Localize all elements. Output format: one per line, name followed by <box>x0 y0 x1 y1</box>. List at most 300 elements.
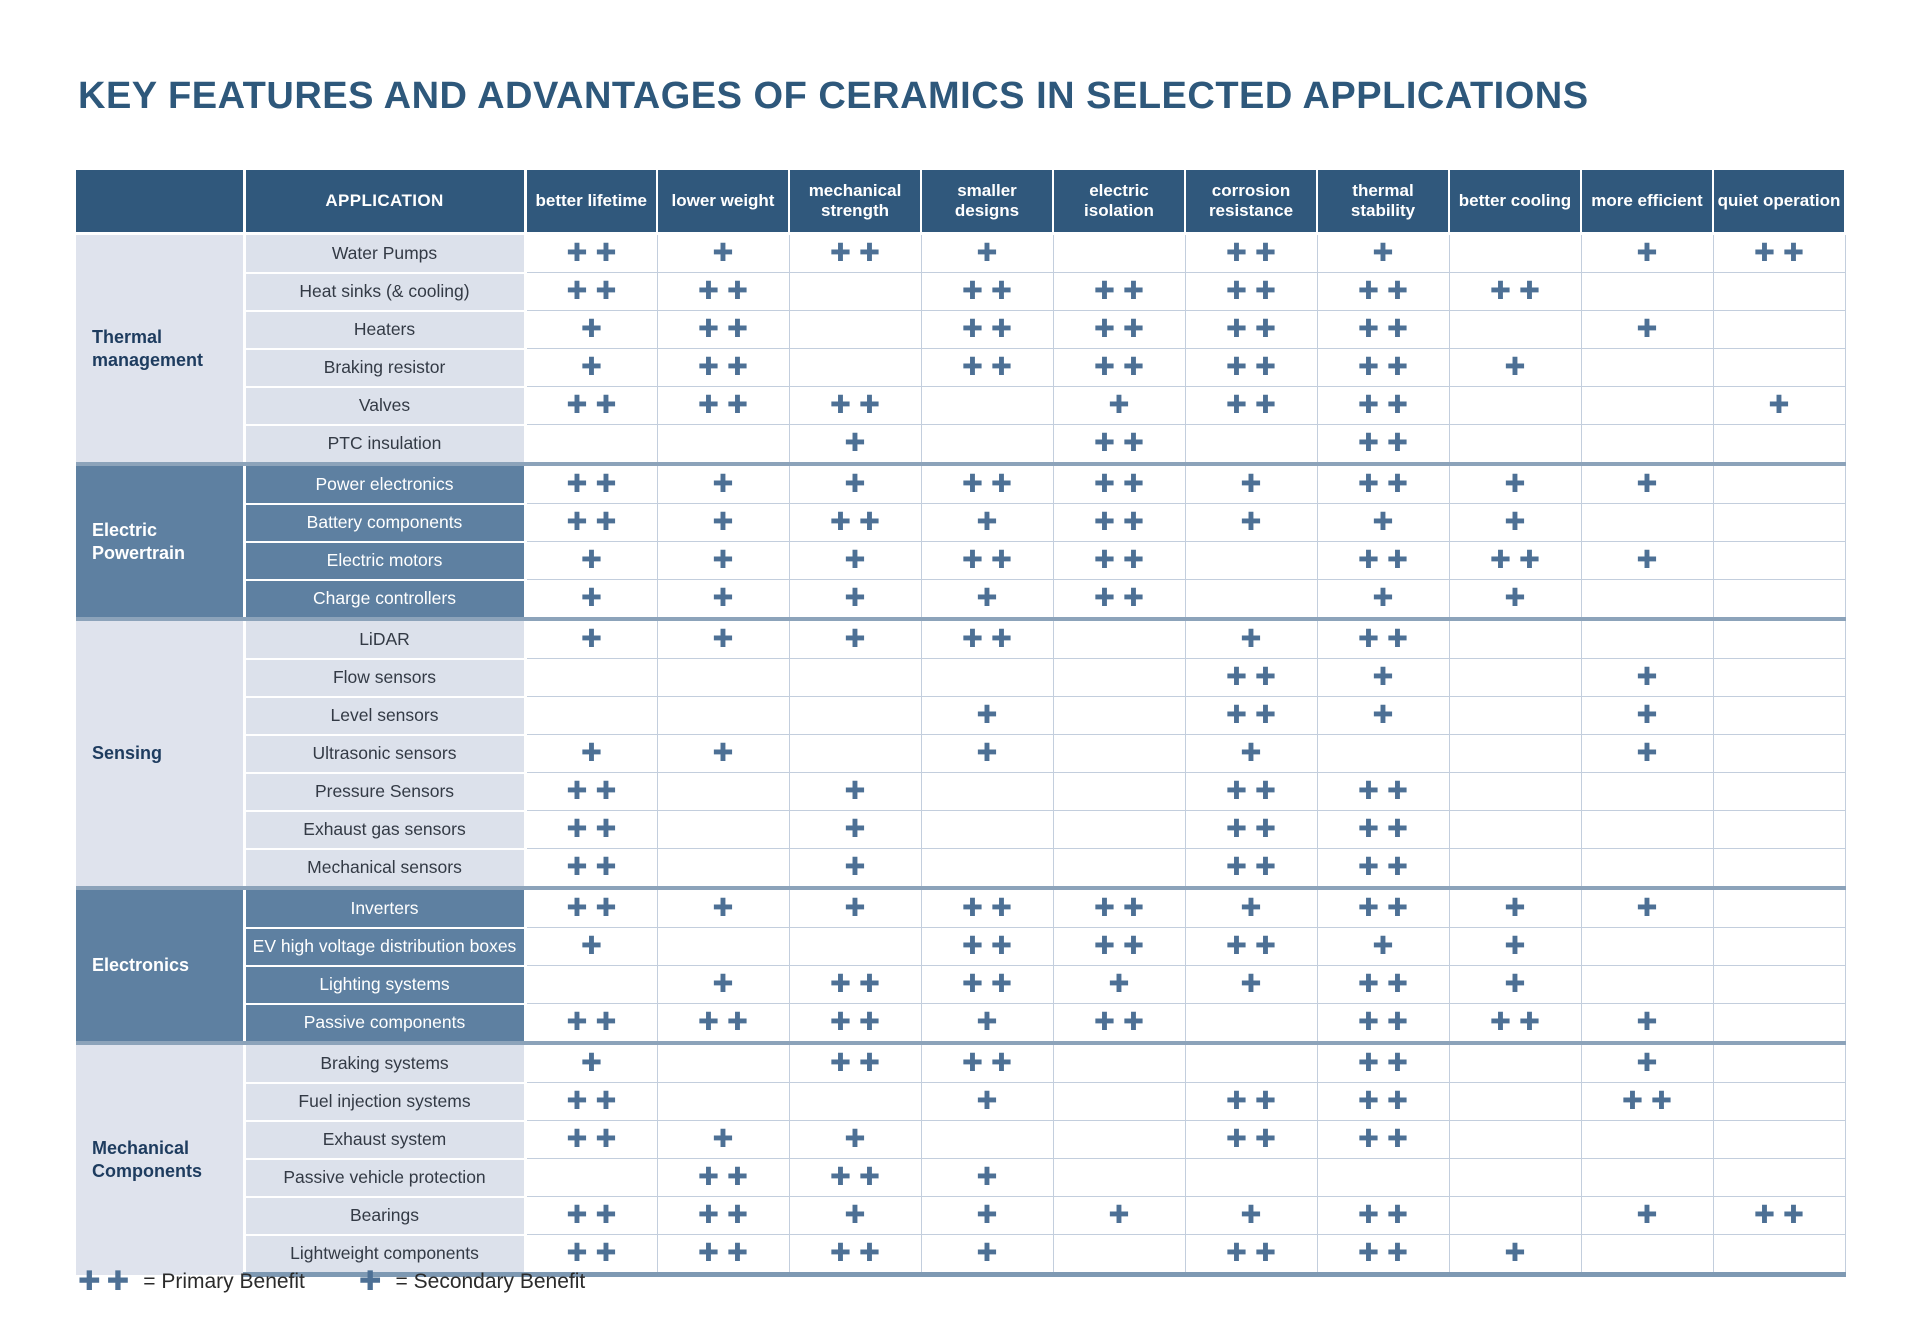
plus-icon: ✚ <box>1123 1008 1144 1036</box>
benefit-cell <box>657 273 789 311</box>
benefit-cell <box>1185 1121 1317 1159</box>
benefit-cell <box>921 1159 1053 1197</box>
benefit-cell <box>1053 619 1185 659</box>
benefit-cell <box>1317 849 1449 889</box>
plus-icon: ✚ <box>1123 470 1144 498</box>
benefit-cell <box>1581 234 1713 273</box>
feature-column-header: mechanical strength <box>789 170 921 234</box>
benefit-cell <box>657 849 789 889</box>
benefit-cell <box>1317 811 1449 849</box>
benefit-cell <box>1449 966 1581 1004</box>
plus-icon: ✚ <box>712 894 734 922</box>
plus-icon: ✚ <box>991 894 1012 922</box>
benefit-cell <box>1317 234 1449 273</box>
benefit-cell <box>1317 349 1449 387</box>
plus-icon: ✚ <box>581 353 602 381</box>
plus-icon: ✚ <box>1226 391 1247 419</box>
benefit-cell <box>1185 659 1317 697</box>
benefit-cell <box>1449 773 1581 811</box>
plus-icon: ✚ <box>1226 277 1247 305</box>
benefit-cell <box>921 888 1053 928</box>
benefit-cell <box>1317 273 1449 311</box>
plus-icon: ✚ <box>712 508 734 536</box>
plus-icon: ✚ <box>698 353 719 381</box>
table-row <box>76 349 1845 387</box>
plus-icon: ✚ <box>1636 470 1658 498</box>
benefit-cell <box>1185 619 1317 659</box>
benefit-cell <box>657 1004 789 1044</box>
plus-icon: ✚ <box>106 1266 130 1296</box>
benefit-cell <box>657 888 789 928</box>
benefit-cell <box>789 1083 921 1121</box>
application-cell: Exhaust system <box>244 1121 525 1159</box>
plus-icon: ✚ <box>566 777 588 805</box>
benefit-cell <box>525 659 657 697</box>
plus-icon: ✚ <box>1226 239 1247 267</box>
plus-icon: ✚ <box>581 739 602 767</box>
benefit-cell <box>1581 928 1713 966</box>
benefit-cell <box>1581 273 1713 311</box>
benefit-cell <box>1713 1235 1845 1275</box>
benefit-cell <box>525 504 657 542</box>
plus-icon: ✚ <box>830 970 851 998</box>
application-cell: Electric motors <box>244 542 525 580</box>
plus-icon: ✚ <box>1094 277 1115 305</box>
benefit-cell <box>789 888 921 928</box>
plus-icon: ✚ <box>712 739 734 767</box>
benefit-cell <box>789 464 921 504</box>
benefit-cell <box>1185 811 1317 849</box>
table-row <box>76 387 1845 425</box>
category-cell: Mechanical Components <box>76 1043 244 1275</box>
plus-icon: ✚ <box>844 853 866 881</box>
plus-icon: ✚ <box>1123 584 1144 612</box>
table-row <box>76 773 1845 811</box>
plus-icon: ✚ <box>1240 894 1262 922</box>
benefit-cell <box>1317 1004 1449 1044</box>
table-row <box>76 1121 1845 1159</box>
plus-icon: ✚ <box>1387 777 1408 805</box>
benefit-cell <box>1713 1159 1845 1197</box>
benefit-cell <box>1449 811 1581 849</box>
benefit-cell <box>1053 580 1185 620</box>
table-row <box>76 542 1845 580</box>
plus-icon: ✚ <box>1108 970 1130 998</box>
benefit-cell <box>921 580 1053 620</box>
plus-icon: ✚ <box>830 1239 851 1267</box>
plus-icon: ✚ <box>581 1049 602 1077</box>
plus-icon: ✚ <box>1387 277 1408 305</box>
benefit-cell <box>789 1121 921 1159</box>
benefit-cell <box>1185 1043 1317 1083</box>
plus-icon: ✚ <box>1387 625 1408 653</box>
plus-icon: ✚ <box>1108 391 1130 419</box>
benefit-cell <box>1449 849 1581 889</box>
benefit-cell <box>525 1004 657 1044</box>
feature-column-header: lower weight <box>657 170 789 234</box>
plus-icon: ✚ <box>1504 894 1526 922</box>
plus-icon: ✚ <box>1636 663 1658 691</box>
plus-icon: ✚ <box>991 970 1012 998</box>
benefit-cell <box>657 504 789 542</box>
plus-icon: ✚ <box>976 1163 998 1191</box>
benefit-cell <box>921 1197 1053 1235</box>
category-cell: Thermal management <box>76 234 244 465</box>
plus-icon: ✚ <box>566 277 588 305</box>
primary-benefit-label: = Primary Benefit <box>143 1270 305 1293</box>
benefit-cell <box>789 542 921 580</box>
benefit-cell <box>921 1004 1053 1044</box>
plus-icon: ✚ <box>1123 508 1144 536</box>
plus-icon: ✚ <box>830 1008 851 1036</box>
benefit-cell <box>1185 888 1317 928</box>
plus-icon: ✚ <box>581 315 602 343</box>
benefit-cell <box>921 1121 1053 1159</box>
benefit-cell <box>1317 311 1449 349</box>
benefit-cell <box>1185 349 1317 387</box>
plus-icon: ✚ <box>1255 663 1276 691</box>
plus-icon: ✚ <box>859 239 880 267</box>
plus-icon: ✚ <box>1636 701 1658 729</box>
benefit-cell <box>525 234 657 273</box>
plus-icon: ✚ <box>976 1239 998 1267</box>
plus-icon: ✚ <box>991 1049 1012 1077</box>
benefit-cell <box>1317 888 1449 928</box>
plus-icon: ✚ <box>991 353 1012 381</box>
plus-icon: ✚ <box>727 1163 748 1191</box>
table-row <box>76 1004 1845 1044</box>
benefit-cell <box>921 1043 1053 1083</box>
plus-icon: ✚ <box>595 815 617 843</box>
benefit-cell <box>1581 1043 1713 1083</box>
benefit-cell <box>921 387 1053 425</box>
plus-icon: ✚ <box>1519 546 1540 574</box>
benefit-cell <box>1053 1121 1185 1159</box>
benefit-cell <box>1317 1235 1449 1275</box>
plus-icon: ✚ <box>1255 391 1276 419</box>
benefit-cell <box>657 349 789 387</box>
benefit-cell <box>921 849 1053 889</box>
plus-icon: ✚ <box>1387 853 1408 881</box>
benefit-cell <box>1581 811 1713 849</box>
benefit-cell <box>1317 928 1449 966</box>
benefit-cell <box>657 387 789 425</box>
benefit-cell <box>1581 504 1713 542</box>
plus-icon: ✚ <box>991 932 1012 960</box>
benefit-cell <box>1581 659 1713 697</box>
benefit-cell <box>1185 1083 1317 1121</box>
plus-icon: ✚ <box>1240 739 1262 767</box>
benefit-cell <box>1449 234 1581 273</box>
benefit-cell <box>1713 580 1845 620</box>
plus-icon: ✚ <box>1387 1239 1408 1267</box>
benefit-cell <box>1053 1235 1185 1275</box>
plus-icon: ✚ <box>976 584 998 612</box>
benefit-cell <box>921 619 1053 659</box>
benefit-cell <box>1317 773 1449 811</box>
plus-icon: ✚ <box>976 239 998 267</box>
benefit-cell <box>1713 349 1845 387</box>
plus-icon: ✚ <box>727 315 748 343</box>
plus-icon: ✚ <box>566 470 588 498</box>
application-cell: Exhaust gas sensors <box>244 811 525 849</box>
benefit-cell <box>1449 542 1581 580</box>
plus-icon: ✚ <box>991 546 1012 574</box>
application-cell: Ultrasonic sensors <box>244 735 525 773</box>
benefit-cell <box>1317 425 1449 465</box>
benefit-cell <box>1053 349 1185 387</box>
benefit-cell <box>921 659 1053 697</box>
plus-icon: ✚ <box>1387 391 1408 419</box>
benefit-cell <box>657 773 789 811</box>
benefit-cell <box>789 273 921 311</box>
benefit-cell <box>1581 1004 1713 1044</box>
benefit-cell <box>1581 1235 1713 1275</box>
benefit-cell <box>1317 1043 1449 1083</box>
benefit-cell <box>525 928 657 966</box>
benefit-cell <box>1053 773 1185 811</box>
benefit-cell <box>789 735 921 773</box>
plus-icon: ✚ <box>976 1087 998 1115</box>
plus-icon: ✚ <box>1226 663 1247 691</box>
table-row <box>76 1083 1845 1121</box>
plus-icon: ✚ <box>1123 429 1144 457</box>
plus-icon: ✚ <box>1387 1008 1408 1036</box>
table-row <box>76 849 1845 889</box>
plus-icon: ✚ <box>962 1049 983 1077</box>
benefit-cell <box>1053 387 1185 425</box>
plus-icon: ✚ <box>1358 1125 1379 1153</box>
plus-icon: ✚ <box>1226 315 1247 343</box>
application-cell: Heaters <box>244 311 525 349</box>
benefit-cell <box>921 234 1053 273</box>
feature-column-header: smaller designs <box>921 170 1053 234</box>
benefit-cell <box>1053 928 1185 966</box>
plus-icon: ✚ <box>1123 932 1144 960</box>
plus-icon: ✚ <box>1519 277 1540 305</box>
plus-icon: ✚ <box>1358 1201 1379 1229</box>
feature-column-header: electric isolation <box>1053 170 1185 234</box>
plus-icon: ✚ <box>962 625 983 653</box>
benefit-cell <box>1713 697 1845 735</box>
plus-icon: ✚ <box>1783 1201 1804 1229</box>
application-cell: Heat sinks (& cooling) <box>244 273 525 311</box>
benefit-cell <box>657 966 789 1004</box>
plus-icon: ✚ <box>976 1008 998 1036</box>
plus-icon: ✚ <box>1255 239 1276 267</box>
benefit-cell <box>921 811 1053 849</box>
plus-icon: ✚ <box>581 932 602 960</box>
benefit-cell <box>1713 464 1845 504</box>
plus-icon: ✚ <box>1387 353 1408 381</box>
benefit-cell <box>1317 504 1449 542</box>
benefit-cell <box>1449 619 1581 659</box>
benefit-cell <box>1317 1159 1449 1197</box>
benefit-cell <box>1053 504 1185 542</box>
plus-icon: ✚ <box>1372 663 1394 691</box>
plus-icon: ✚ <box>1504 932 1526 960</box>
table-row <box>76 619 1845 659</box>
primary-benefit-icon <box>78 1268 129 1296</box>
benefit-cell <box>525 311 657 349</box>
benefit-cell <box>921 773 1053 811</box>
table-row <box>76 273 1845 311</box>
plus-icon: ✚ <box>844 429 866 457</box>
plus-icon: ✚ <box>859 1049 880 1077</box>
benefit-cell <box>525 425 657 465</box>
plus-icon: ✚ <box>1255 277 1276 305</box>
benefit-cell <box>657 1121 789 1159</box>
plus-icon: ✚ <box>830 1049 851 1077</box>
application-cell: Flow sensors <box>244 659 525 697</box>
benefit-cell <box>657 811 789 849</box>
benefit-cell <box>1581 425 1713 465</box>
plus-icon: ✚ <box>1358 625 1379 653</box>
plus-icon: ✚ <box>991 315 1012 343</box>
plus-icon: ✚ <box>1636 546 1658 574</box>
benefit-cell <box>1581 735 1713 773</box>
plus-icon: ✚ <box>1226 1239 1247 1267</box>
plus-icon: ✚ <box>1372 584 1394 612</box>
plus-icon: ✚ <box>566 815 588 843</box>
table-row <box>76 1159 1845 1197</box>
benefit-cell <box>525 811 657 849</box>
plus-icon: ✚ <box>595 508 617 536</box>
benefit-cell <box>525 542 657 580</box>
application-cell: Inverters <box>244 888 525 928</box>
plus-icon: ✚ <box>1519 1008 1540 1036</box>
benefit-cell <box>1053 1159 1185 1197</box>
benefit-cell <box>525 888 657 928</box>
plus-icon: ✚ <box>1226 853 1247 881</box>
benefit-cell <box>789 580 921 620</box>
benefit-cell <box>657 580 789 620</box>
plus-icon: ✚ <box>1636 1008 1658 1036</box>
plus-icon: ✚ <box>595 470 617 498</box>
plus-icon: ✚ <box>1226 1087 1247 1115</box>
benefit-cell <box>1449 580 1581 620</box>
plus-icon: ✚ <box>1358 353 1379 381</box>
benefit-cell <box>525 580 657 620</box>
benefit-cell <box>1449 311 1581 349</box>
benefit-cell <box>1317 1083 1449 1121</box>
plus-icon: ✚ <box>1094 932 1115 960</box>
benefit-cell <box>921 464 1053 504</box>
plus-icon: ✚ <box>566 508 588 536</box>
plus-icon: ✚ <box>727 391 748 419</box>
plus-icon: ✚ <box>1358 546 1379 574</box>
benefit-cell <box>789 659 921 697</box>
benefit-cell <box>525 966 657 1004</box>
benefit-cell <box>1713 387 1845 425</box>
plus-icon: ✚ <box>1226 777 1247 805</box>
benefit-cell <box>1053 234 1185 273</box>
plus-icon: ✚ <box>1387 429 1408 457</box>
plus-icon: ✚ <box>1240 970 1262 998</box>
plus-icon: ✚ <box>566 853 588 881</box>
benefit-cell <box>1053 888 1185 928</box>
plus-icon: ✚ <box>1358 894 1379 922</box>
plus-icon: ✚ <box>581 625 602 653</box>
plus-icon: ✚ <box>1754 239 1775 267</box>
plus-icon: ✚ <box>595 1239 617 1267</box>
plus-icon: ✚ <box>566 1125 588 1153</box>
corner-cell <box>76 170 244 234</box>
header-row <box>76 170 1845 234</box>
benefit-cell <box>921 425 1053 465</box>
benefit-cell <box>525 464 657 504</box>
benefit-cell <box>1713 735 1845 773</box>
plus-icon: ✚ <box>1372 932 1394 960</box>
benefit-cell <box>525 697 657 735</box>
benefit-cell <box>921 542 1053 580</box>
application-cell: Passive components <box>244 1004 525 1044</box>
plus-icon: ✚ <box>78 1266 101 1296</box>
benefit-cell <box>1581 619 1713 659</box>
plus-icon: ✚ <box>1636 1201 1658 1229</box>
plus-icon: ✚ <box>830 1163 851 1191</box>
plus-icon: ✚ <box>1123 546 1144 574</box>
benefit-cell <box>657 1159 789 1197</box>
benefit-cell <box>1185 464 1317 504</box>
plus-icon: ✚ <box>1094 546 1115 574</box>
benefit-cell <box>1581 1083 1713 1121</box>
application-cell: Battery components <box>244 504 525 542</box>
benefit-cell <box>525 1043 657 1083</box>
plus-icon: ✚ <box>830 239 851 267</box>
plus-icon: ✚ <box>1636 894 1658 922</box>
plus-icon: ✚ <box>595 391 617 419</box>
plus-icon: ✚ <box>727 1239 748 1267</box>
feature-column-header: quiet operation <box>1713 170 1845 234</box>
plus-icon: ✚ <box>962 932 983 960</box>
plus-icon: ✚ <box>844 546 866 574</box>
plus-icon: ✚ <box>1094 429 1115 457</box>
benefit-cell <box>525 349 657 387</box>
plus-icon: ✚ <box>595 1087 617 1115</box>
benefit-cell <box>525 849 657 889</box>
benefit-cell <box>1713 1004 1845 1044</box>
plus-icon: ✚ <box>962 894 983 922</box>
plus-icon: ✚ <box>1358 470 1379 498</box>
benefit-cell <box>525 773 657 811</box>
plus-icon: ✚ <box>595 853 617 881</box>
plus-icon: ✚ <box>1240 470 1262 498</box>
benefit-cell <box>1713 619 1845 659</box>
plus-icon: ✚ <box>1123 277 1144 305</box>
plus-icon: ✚ <box>976 701 998 729</box>
plus-icon: ✚ <box>844 584 866 612</box>
benefit-cell <box>657 1197 789 1235</box>
plus-icon: ✚ <box>595 894 617 922</box>
feature-column-header: better lifetime <box>525 170 657 234</box>
plus-icon: ✚ <box>1123 894 1144 922</box>
plus-icon: ✚ <box>712 584 734 612</box>
benefit-cell <box>525 1083 657 1121</box>
plus-icon: ✚ <box>1255 1239 1276 1267</box>
benefit-cell <box>1317 659 1449 697</box>
plus-icon: ✚ <box>1358 1239 1379 1267</box>
benefit-cell <box>1713 504 1845 542</box>
benefit-cell <box>1449 928 1581 966</box>
application-cell: PTC insulation <box>244 425 525 465</box>
table-row <box>76 697 1845 735</box>
benefit-cell <box>789 773 921 811</box>
benefit-cell <box>1581 1197 1713 1235</box>
legend-primary-item <box>78 1268 305 1296</box>
plus-icon: ✚ <box>1387 970 1408 998</box>
benefit-cell <box>789 504 921 542</box>
